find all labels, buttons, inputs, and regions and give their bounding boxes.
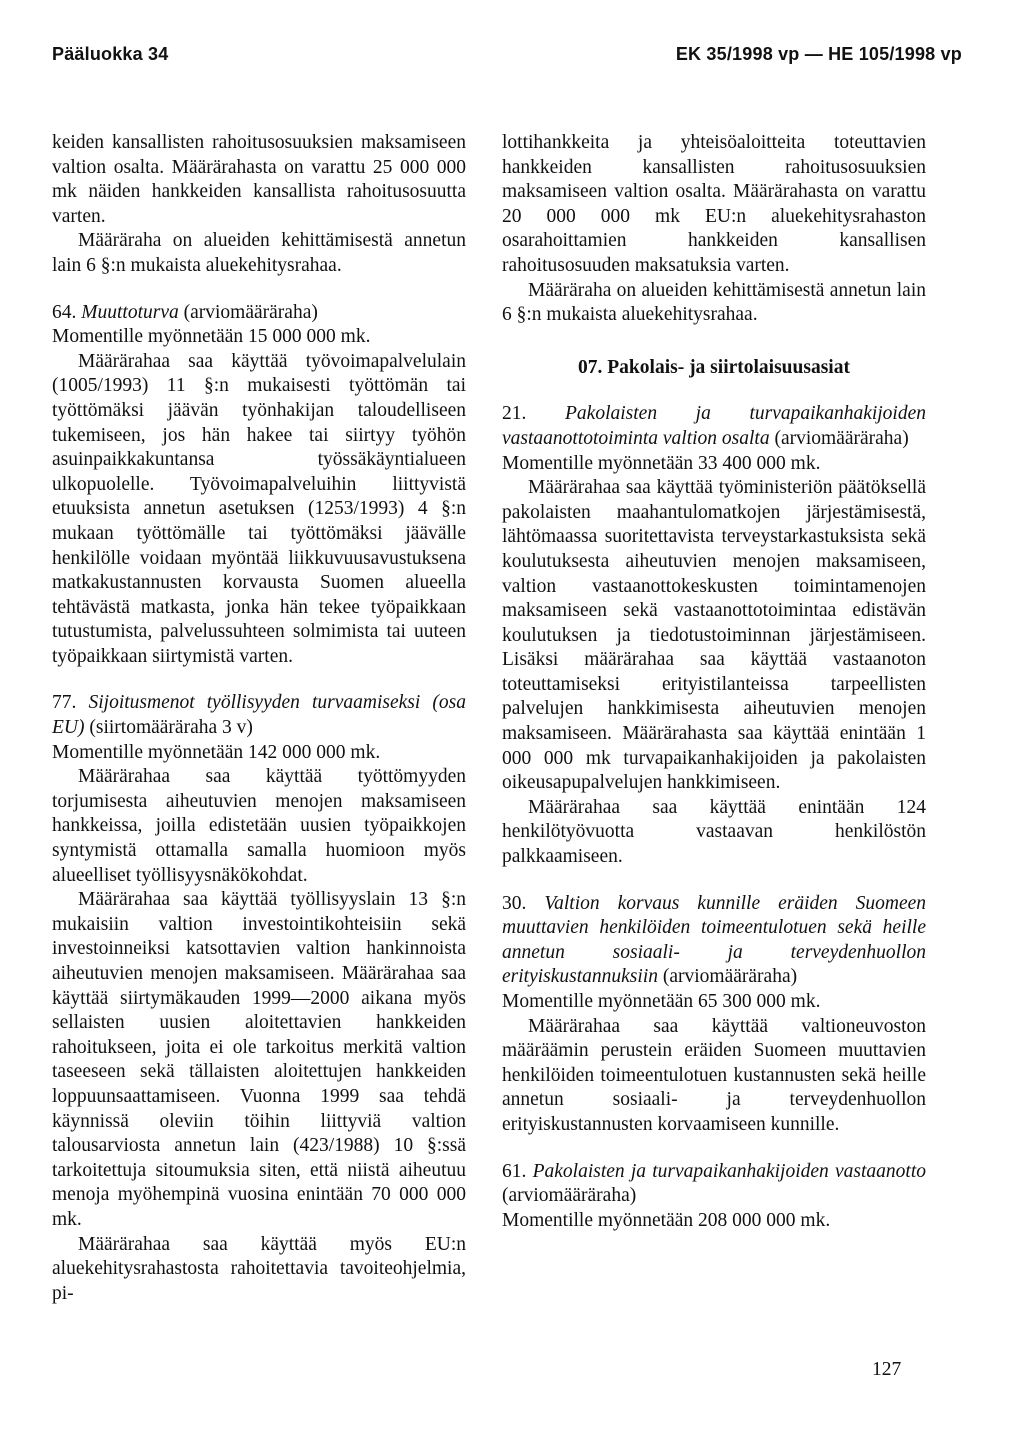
item-title: Sijoitusmenot työllisyyden turvaamiseksi (osa EU) [52,692,466,739]
item-amount: Momentille myönnetään 142 000 000 mk. [52,741,381,763]
item-heading-61 [502,1160,926,1209]
item-title: Muuttoturva [81,301,179,323]
item-number: 77. [52,692,77,714]
item-amount: Momentille myönnetään 15 000 000 mk. [52,326,371,348]
left-column [52,131,466,1306]
paragraph: Määrärahaa saa käyttää työvoimapalvelulain (1005/1993) 11 §:n mukaisesti työttömän tai työttömäksi jäävän työnhakijan taloudelliseen tukemiseen, jos hän hakee tai siirtyy työhön asuinpaikkakuntansa työssäkäyntialueen ulkopuolelle. Työvoimapalveluihin liittyvistä etuuksista annetun asetuksen (1253/1993) 4 §:n mukaan työttömälle tai työttömäksi jäävälle henkilölle voidaan myöntää liikkuvuusavustuksena matkakustannusten korvausta Suomen alueella tehtävästä matkasta, jonka hän tekee työpaikkaan tutustumista, palvelussuhteen solmimista tai uuteen työpaikkaan siirtymistä varten. [52,350,466,667]
item-number: 61. [502,1160,527,1182]
paragraph: Määrärahaa saa käyttää valtioneuvoston määräämin perustein eräiden Suomeen muuttavien henkilöiden toimeentulotuen kustannusten sekä heille annetun sosiaali- ja terveydenhuollon erityiskustannusten korvaamiseen kunnille. [502,1015,926,1135]
item-type: (arviomääräraha) [183,301,318,323]
running-header-left: Pääluokka 34 [52,44,169,64]
running-header-right: EK 35/1998 vp — HE 105/1998 vp [675,44,962,64]
right-column [502,131,926,1233]
item-amount: Momentille myönnetään 208 000 000 mk. [502,1209,831,1231]
paragraph: lottihankkeita ja yhteisöaloitteita toteuttavien hankkeiden kansallisten rahoitusosuuksien maksamiseen valtion osalta. Määrärahasta on varattu 20 000 000 mk EU:n aluekehitysrahaston osarahoittamien hankkeiden kansallisen rahoitusosuuden maksatuksia varten. [502,132,926,276]
item-type: (arviomääräraha) [774,427,909,449]
item-heading-64 [52,301,466,326]
item-number: 64. [52,301,77,323]
item-heading-77 [52,691,466,740]
item-amount: Momentille myönnetään 33 400 000 mk. [502,452,821,474]
item-number: 21. [502,403,527,425]
paragraph: Määrärahaa saa käyttää työministeriön päätöksellä pakolaisten maahantulomatkojen järjestämisestä, lähtömaassa suoritettavista terveystarkastuksista sekä koulutuksesta aiheutuvien menojen maksamiseen, valtion vastaanottokeskusten toimintamenojen maksamiseen sekä vastaanottotoimintaa edistävän koulutuksen ja tiedotustoiminnan järjestämiseen. Lisäksi määrärahaa saa käyttää vastaanoton toteuttamiseksi erityistilanteissa tarpeellisten palvelujen hankkimisesta aiheutuvien menojen maksamiseen. Määrärahasta saa käyttää enintään 1 000 000 mk turvapaikanhakijoiden ja pakolaisten oikeusapupalvelujen hankkimiseen. [502,477,926,794]
item-amount: Momentille myönnetään 65 300 000 mk. [502,991,821,1012]
item-heading-30 [502,892,926,990]
item-type: (arviomääräraha) [502,1185,637,1207]
paragraph: Määrärahaa saa käyttää myös EU:n aluekehitysrahastosta rahoitettavia tavoiteohjelmia, pi- [52,1233,466,1304]
paragraph: Määrärahaa saa käyttää enintään 124 henkilötyövuotta vastaavan henkilöstön palkkaamiseen. [502,796,926,868]
item-title: Pakolaisten ja turvapaikanhakijoiden vastaanotto [532,1160,927,1182]
item-type: (arviomääräraha) [662,966,798,988]
item-heading-21 [502,402,926,451]
paragraph: keiden kansallisten rahoitusosuuksien maksamiseen valtion osalta. Määrärahasta on varattu 25 000 000 mk näiden hankkeiden kansallista rahoitusosuutta varten. [52,132,466,227]
section-heading-07: 07. Pakolais- ja siirtolaisuusasiat [578,356,850,378]
item-title: Valtion korvaus kunnille eräiden Suomeen muuttavien henkilöiden toimeentulotuen sekä heille annetun sosiaali- ja terveydenhuollon erityiskustannuksiin [502,892,927,988]
paragraph: Määrärahaa saa käyttää työttömyyden torjumisesta aiheutuvien menojen maksamiseen hankkeissa, joilla edistetään uusien työpaikkojen syntymistä ottamalla samalla huomioon myös alueelliset työllisyysnäkökohdat. [52,766,466,886]
paragraph: Määräraha on alueiden kehittämisestä annetun lain 6 §:n mukaista aluekehitysrahaa. [52,230,466,276]
item-type: (siirtomääräraha 3 v) [89,717,253,739]
item-number: 30. [502,892,527,914]
paragraph: Määräraha on alueiden kehittämisestä annetun lain 6 §:n mukaista aluekehitysrahaa. [502,279,926,326]
item-title: Pakolaisten ja turvapaikanhakijoiden vastaanottotoiminta valtion osalta [502,403,927,449]
paragraph: Määrärahaa saa käyttää työllisyyslain 13 §:n mukaisiin valtion investointikohteisiin sekä investoinneiksi katsottavien valtion hankinnoista aiheutuvien menojen maksamiseen. Määrärahaa saa käyttää siirtymäkauden 1999—2000 aikana myös sellaisten uusien aloitettavien hankkeiden rahoitukseen, joita ei ole tarkoitus merkitä valtion taseeseen sekä tällaisten aloitettujen hankkeiden loppuunsaattamiseen. Vuonna 1999 saa tehdä käynnissä oleviin töihin liittyviä valtion talousarviosta annetun lain (423/1988) 10 §:ssä tarkoitettuja sitoumuksia siten, että niistä aiheutuu menoja myöhempinä vuosina enintään 70 000 000 mk. [52,889,466,1230]
page-number: 127 [872,1359,902,1380]
